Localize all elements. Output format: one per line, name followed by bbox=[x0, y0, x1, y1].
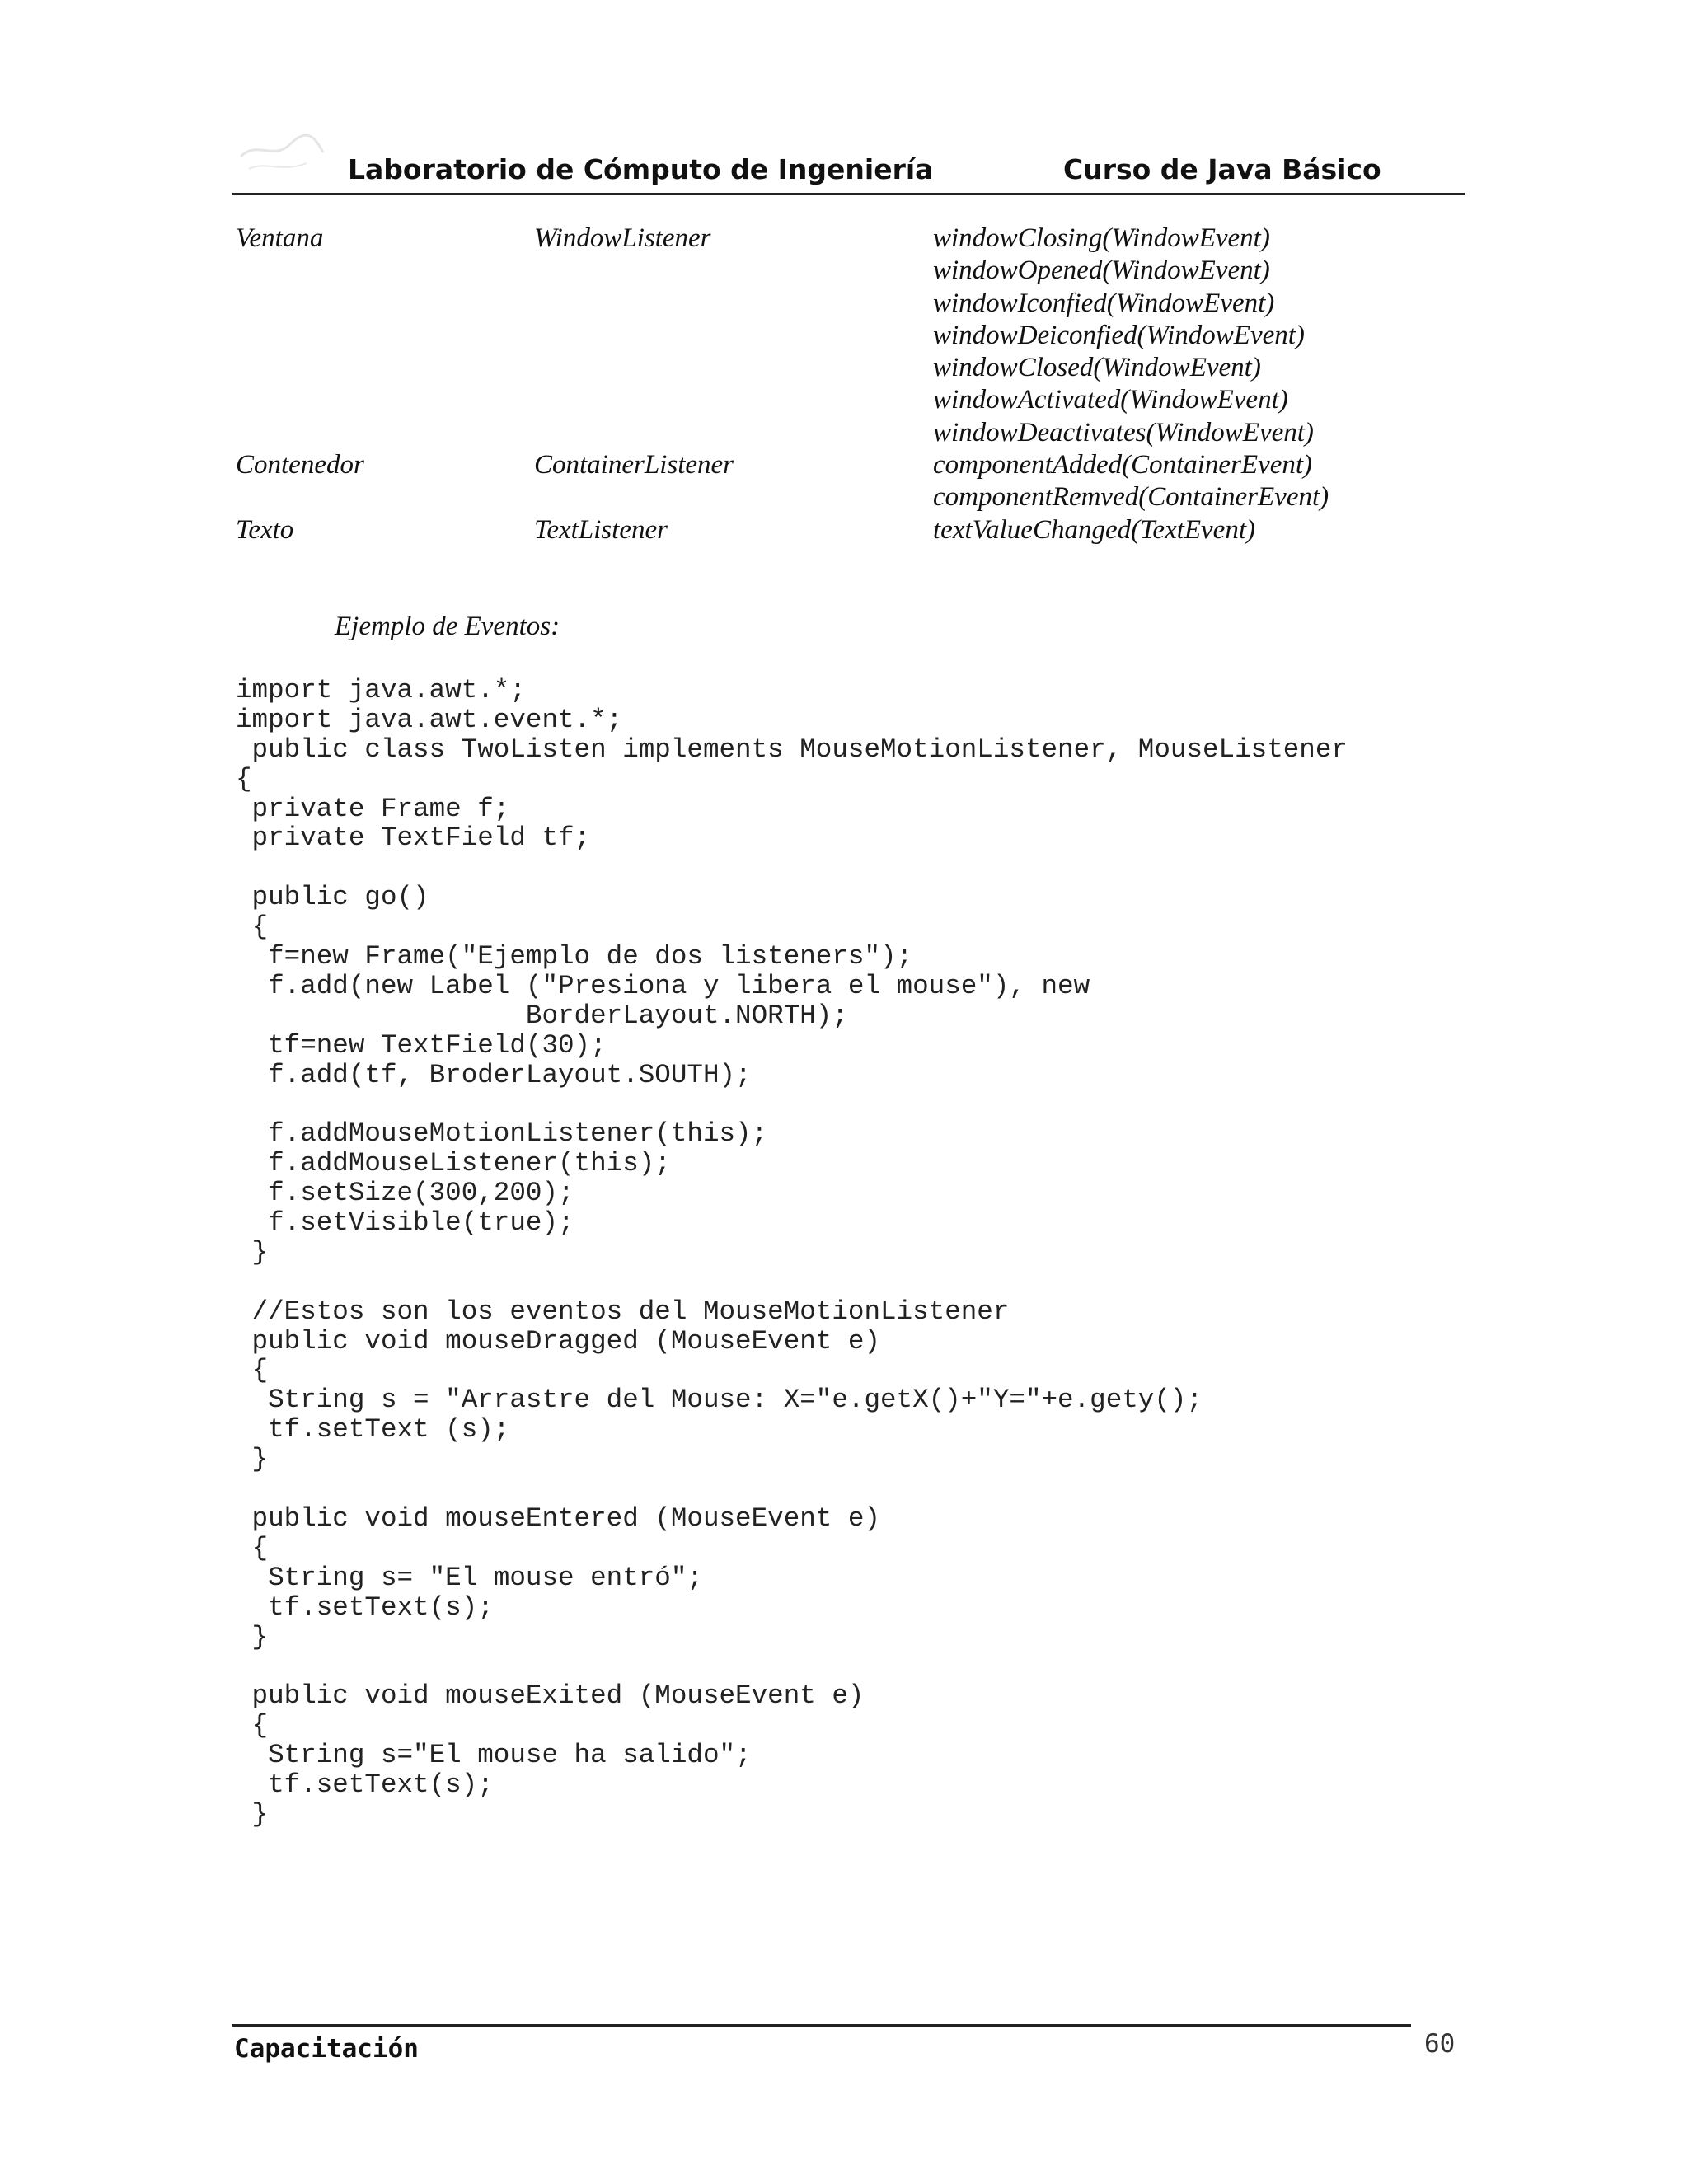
code-line: String s= "El mouse entró"; bbox=[236, 1562, 703, 1593]
code-line bbox=[236, 1090, 1348, 1119]
listener-method: windowClosing(WindowEvent) bbox=[933, 223, 1270, 253]
listener-method: windowIconfied(WindowEvent) bbox=[933, 288, 1275, 318]
listener-method: windowClosed(WindowEvent) bbox=[933, 353, 1261, 383]
listener-methods bbox=[933, 514, 1472, 546]
listener-method: windowOpened(WindowEvent) bbox=[933, 255, 1270, 286]
code-line: public class TwoListen implements MouseMotionListener, MouseListener bbox=[236, 733, 1348, 765]
listener-method: windowDeiconfied(WindowEvent) bbox=[933, 320, 1305, 350]
event-category: Texto bbox=[236, 514, 294, 545]
code-line: } bbox=[236, 1236, 269, 1268]
header-course-title: Curso de Java Básico bbox=[1063, 153, 1381, 185]
code-line: private Frame f; bbox=[236, 793, 510, 824]
page-header bbox=[232, 153, 1465, 195]
footer-rule bbox=[232, 2024, 1411, 2027]
code-line: //Estos son los eventos del MouseMotionListener bbox=[236, 1296, 1010, 1327]
code-line: f.setSize(300,200); bbox=[236, 1178, 574, 1209]
listener-methods bbox=[933, 449, 1472, 514]
code-line: public void mouseEntered (MouseEvent e) bbox=[236, 1502, 881, 1534]
code-line: { bbox=[236, 763, 252, 794]
code-line bbox=[236, 1652, 1348, 1681]
code-line: BorderLayout.NORTH); bbox=[236, 1000, 848, 1031]
code-line: f.addMouseMotionListener(this); bbox=[236, 1118, 768, 1150]
code-line: } bbox=[236, 1621, 269, 1652]
code-block bbox=[236, 676, 1348, 1830]
listener-interface: WindowListener bbox=[534, 223, 711, 253]
code-line: String s = "Arrastre del Mouse: X="e.getX()+"Y="+e.gety(); bbox=[236, 1385, 1203, 1416]
code-line: String s="El mouse ha salido"; bbox=[236, 1740, 752, 1771]
code-line: { bbox=[236, 912, 269, 943]
event-category: Contenedor bbox=[236, 450, 364, 480]
code-line: public void mouseDragged (MouseEvent e) bbox=[236, 1325, 881, 1357]
event-category: Ventana bbox=[236, 223, 324, 253]
event-table-row bbox=[236, 449, 1472, 514]
listener-method: windowDeactivates(WindowEvent) bbox=[933, 417, 1314, 448]
code-line: private TextField tf; bbox=[236, 823, 591, 854]
code-line bbox=[236, 1474, 1348, 1504]
event-table-row bbox=[236, 514, 1472, 546]
code-line: f.add(tf, BroderLayout.SOUTH); bbox=[236, 1059, 752, 1090]
code-line: { bbox=[236, 1355, 269, 1386]
code-line: { bbox=[236, 1532, 269, 1563]
code-line: } bbox=[236, 1798, 269, 1830]
listener-method: componentRemved(ContainerEvent) bbox=[933, 482, 1329, 513]
page-number: 60 bbox=[1424, 2029, 1456, 2059]
code-line: tf=new TextField(30); bbox=[236, 1029, 607, 1061]
listener-method: textValueChanged(TextEvent) bbox=[933, 514, 1255, 545]
listener-method: componentAdded(ContainerEvent) bbox=[933, 450, 1313, 480]
listener-interface: ContainerListener bbox=[534, 450, 734, 480]
code-line bbox=[236, 853, 1348, 883]
listener-method: windowActivated(WindowEvent) bbox=[933, 385, 1288, 415]
header-lab-title: Laboratorio de Cómputo de Ingeniería bbox=[348, 153, 934, 185]
code-line: { bbox=[236, 1710, 269, 1741]
example-heading: Ejemplo de Eventos: bbox=[335, 612, 560, 641]
code-line: tf.setText (s); bbox=[236, 1414, 510, 1446]
code-line: tf.setText(s); bbox=[236, 1591, 494, 1623]
code-line: public go() bbox=[236, 882, 429, 913]
code-line: f.setVisible(true); bbox=[236, 1207, 574, 1239]
event-table-row bbox=[236, 223, 1472, 449]
code-line bbox=[236, 1268, 1348, 1297]
code-line: f=new Frame("Ejemplo de dos listeners"); bbox=[236, 941, 913, 972]
code-line: tf.setText(s); bbox=[236, 1769, 494, 1800]
code-line: } bbox=[236, 1444, 269, 1475]
code-line: import java.awt.*; bbox=[236, 675, 526, 705]
listener-methods bbox=[933, 223, 1472, 449]
footer-label: Capacitación bbox=[234, 2034, 419, 2064]
listener-interface: TextListener bbox=[534, 514, 668, 545]
event-listener-table bbox=[236, 223, 1472, 546]
code-line: public void mouseExited (MouseEvent e) bbox=[236, 1680, 865, 1712]
code-line: import java.awt.event.*; bbox=[236, 704, 623, 735]
code-line: f.add(new Label ("Presiona y libera el mouse"), new bbox=[236, 970, 1090, 1001]
code-line: f.addMouseListener(this); bbox=[236, 1148, 671, 1179]
